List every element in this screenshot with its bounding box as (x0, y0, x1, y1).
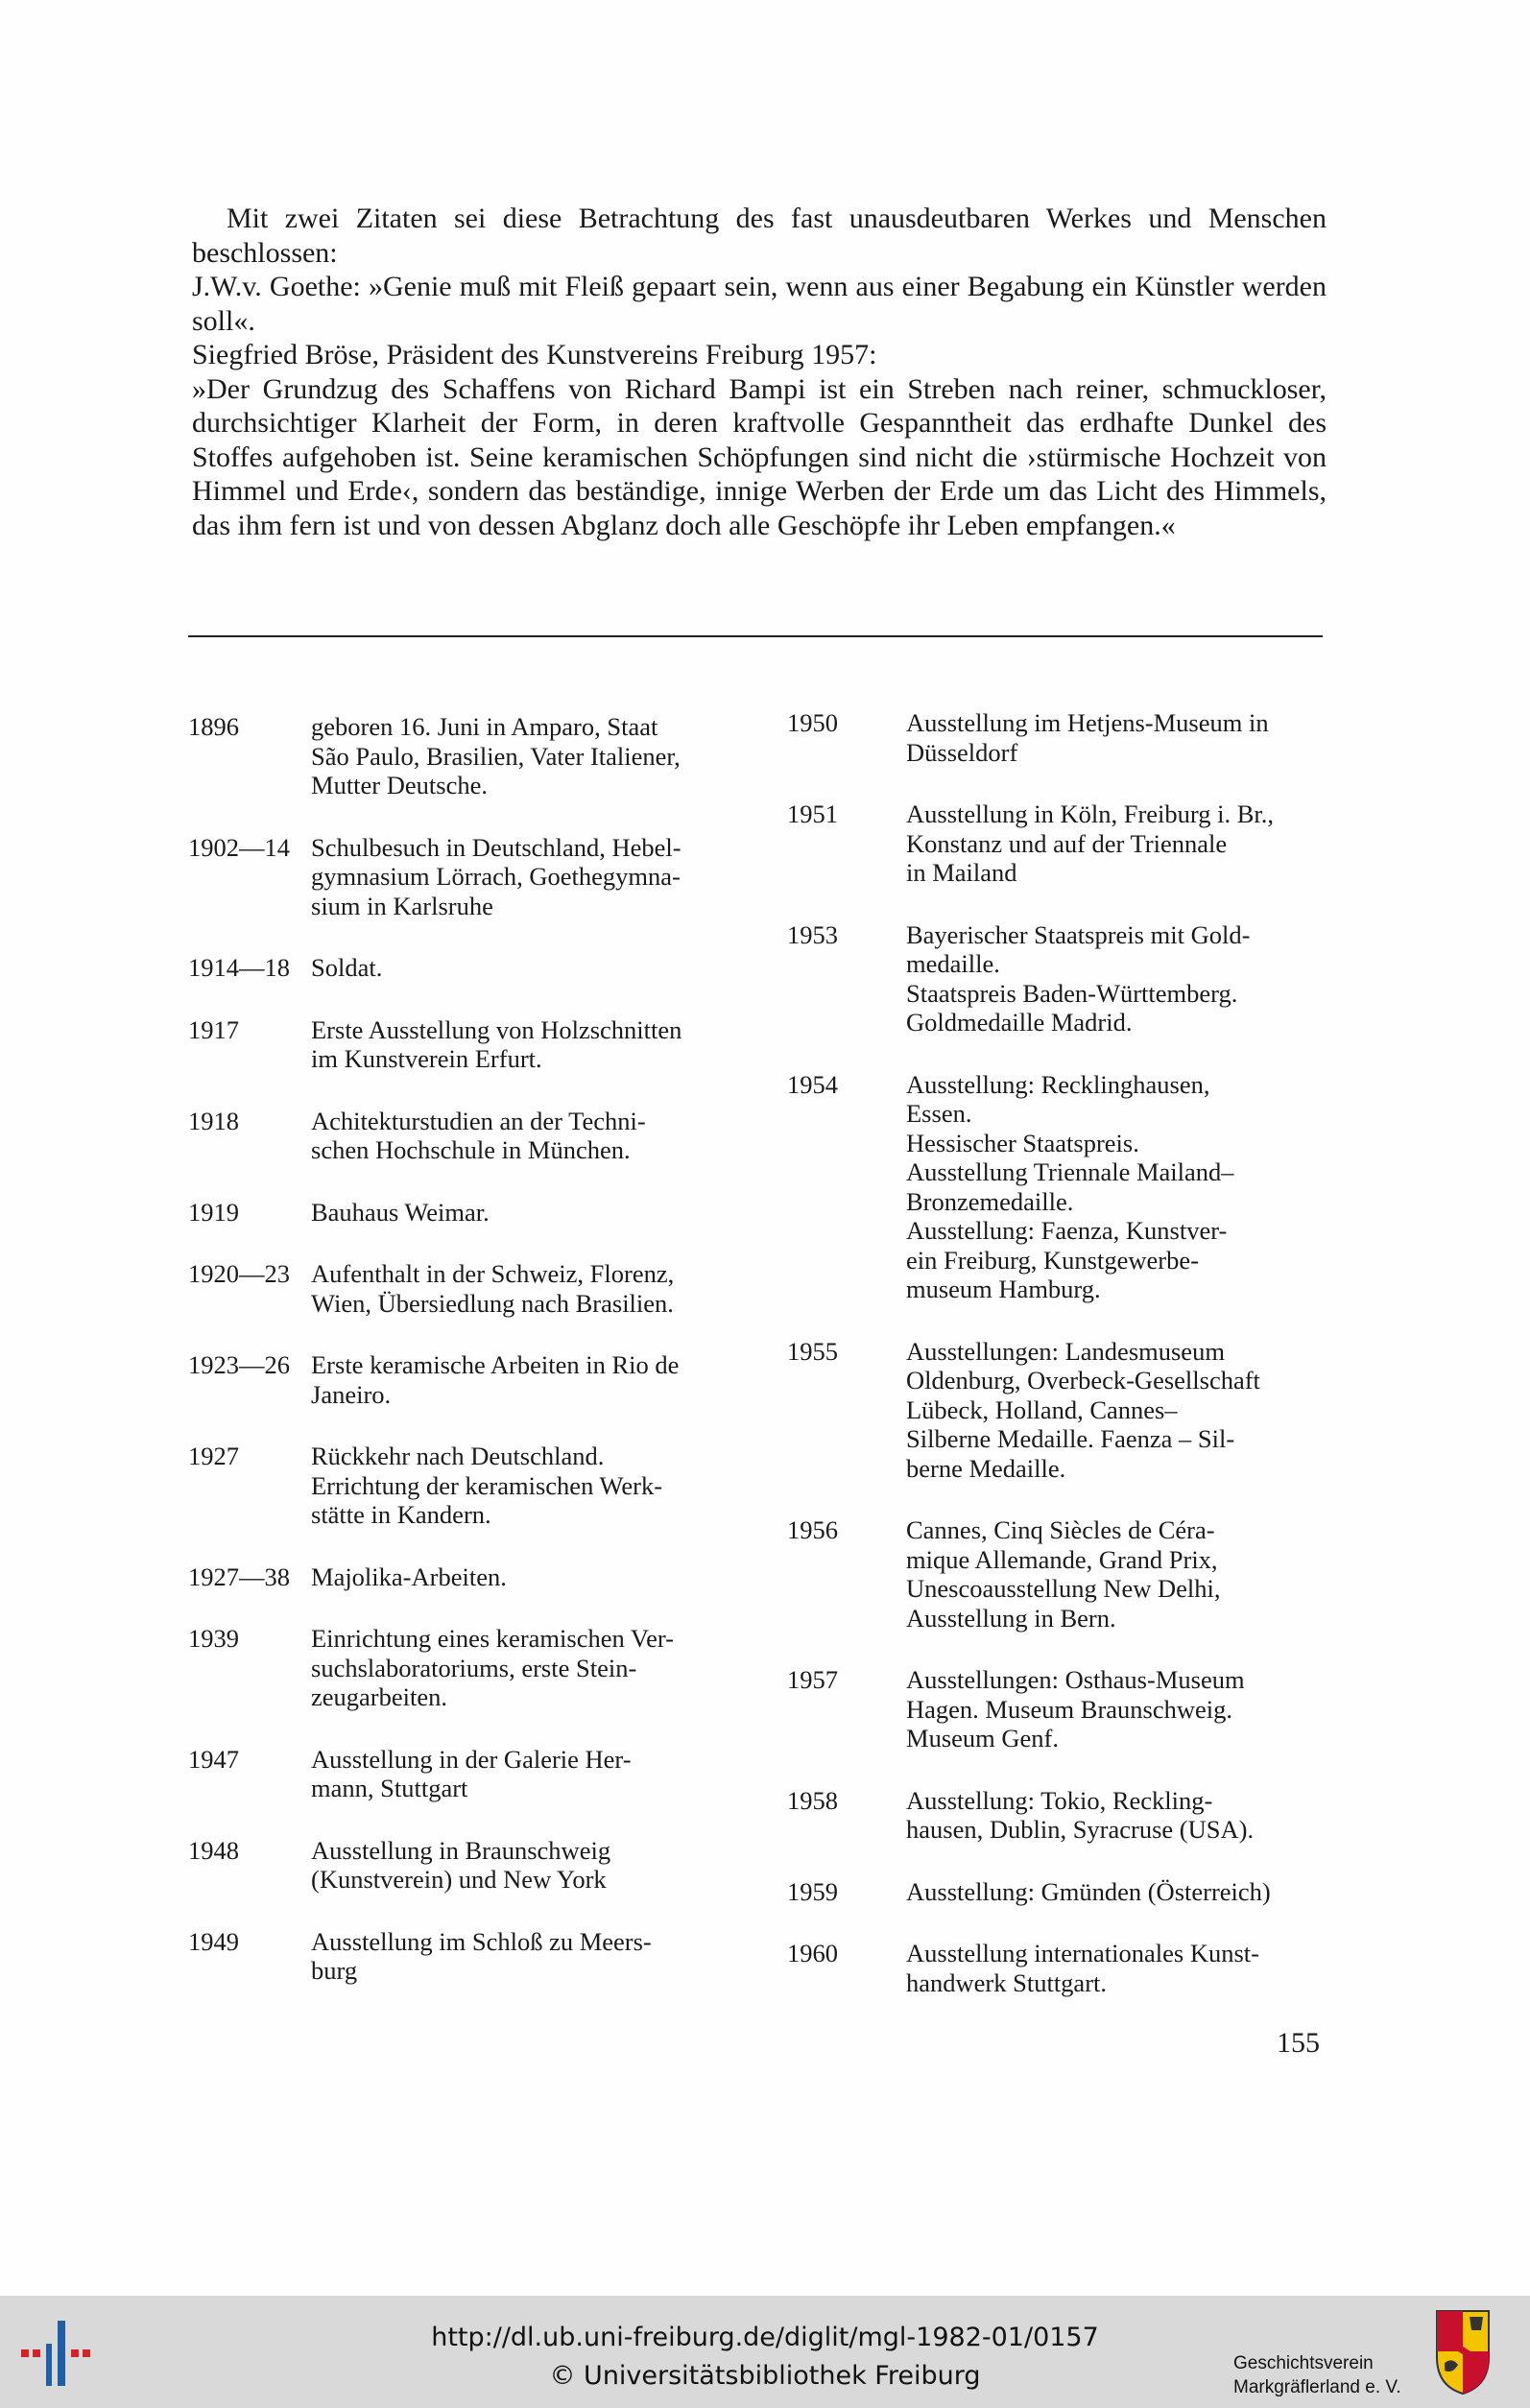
entry-year: 1947 (188, 1744, 239, 1774)
entry-year: 1955 (787, 1336, 838, 1366)
entry-year: 1959 (787, 1876, 838, 1906)
chronology-entry (188, 1107, 764, 1165)
chronology-entry (188, 1015, 764, 1074)
entry-text: Ausstellung: Tokio, Reckling- hausen, Dublin, Syracruse (USA). (906, 1785, 1255, 1844)
chronology-entry (188, 1836, 764, 1895)
entry-year: 1927 (188, 1442, 239, 1470)
chronology-entry (787, 1877, 1363, 1907)
chronology-entry (188, 953, 764, 983)
page-number: 155 (1277, 2027, 1320, 2059)
entry-text: Ausstellung: Gmünden (Österreich) (906, 1876, 1271, 1906)
entry-year: 1951 (787, 799, 838, 828)
entry-text: Achitekturstudien an der Techni- schen Hochschule in München. (311, 1106, 646, 1164)
entry-text: Soldat. (311, 953, 383, 982)
chronology-entry (188, 1745, 764, 1803)
entry-year: 1918 (188, 1106, 239, 1135)
entry-year: 1960 (787, 1939, 838, 1967)
entry-text: Aufenthalt in der Schweiz, Florenz, Wien, Übersiedlung nach Brasilien. (311, 1259, 675, 1318)
organization-name (1233, 2351, 1401, 2399)
entry-year: 1949 (188, 1926, 239, 1956)
entry-text: Ausstellung in der Galerie Her- mann, Stuttgart (311, 1744, 632, 1802)
entry-text: Cannes, Cinq Siècles de Céra- mique Allemande, Grand Prix, Unescoausstellung New Delhi, Ausstellung in Bern. (906, 1515, 1221, 1633)
chronology-entry (787, 1515, 1363, 1633)
broese-quote: »Der Grundzug des Schaffens von Richard Bampi ist ein Streben nach reiner, schmuckloser, durchsichtiger Klarheit der Form, in deren kraftvolle Gespanntheit das erdhafte Dunkel des Stoffes aufgehoben ist. Seine keramischen Schöpfungen sind nicht die ›stürmische Hochzeit von Himmel und Erde‹, sondern das beständige, innige Werben der Erde um das Licht des Himmels, das ihm fern ist und von dessen Abglanz doch alle Geschöpfe ihr Leben empfangen.« (192, 372, 1327, 541)
entry-text: Ausstellungen: Osthaus-Museum Hagen. Museum Braunschweig. Museum Genf. (906, 1665, 1245, 1752)
entry-text: Einrichtung eines keramischen Ver- suchslaboratoriums, erste Stein- zeugarbeiten. (311, 1624, 674, 1711)
chronology-entry (188, 1562, 764, 1592)
chronology-entry (188, 712, 764, 800)
entry-year: 1917 (188, 1014, 239, 1044)
entry-year: 1902—14 (188, 832, 290, 862)
entry-text: Ausstellung internationales Kunst- handwerk Stuttgart. (906, 1939, 1259, 1997)
entry-year: 1919 (188, 1197, 239, 1227)
entry-year: 1954 (787, 1069, 838, 1099)
chronology-entry (188, 1624, 764, 1712)
chronology-entry (188, 1259, 764, 1318)
chronology-entry (787, 1337, 1363, 1484)
entry-text: Schulbesuch in Deutschland, Hebel- gymnasium Lörrach, Goethegymna- sium in Karlsruhe (311, 832, 681, 920)
entry-text: Ausstellungen: Landesmuseum Oldenburg, Overbeck-Gesellschaft Lübeck, Holland, Cannes– Silberne Medaille. Faenza – Sil- berne Medaille. (906, 1336, 1260, 1483)
chronology-entry (188, 1442, 764, 1530)
horizontal-rule (188, 635, 1323, 637)
entry-text: Ausstellung in Köln, Freiburg i. Br., Konstanz und auf der Triennale in Mailand (906, 799, 1275, 887)
chronology-entry (787, 1665, 1363, 1753)
entry-year: 1950 (787, 708, 838, 737)
entry-year: 1948 (188, 1835, 239, 1865)
entry-year: 1958 (787, 1785, 838, 1815)
entry-text: Ausstellung in Braunschweig (Kunstverein) und New York (311, 1835, 611, 1894)
entry-text: Rückkehr nach Deutschland. Errichtung der keramischen Werk- stätte in Kandern. (311, 1442, 663, 1529)
entry-year: 1927—38 (188, 1562, 290, 1591)
chronology-entry (787, 1786, 1363, 1845)
entry-year: 1939 (188, 1624, 239, 1653)
entry-text: geboren 16. Juni in Amparo, Staat São Paulo, Brasilien, Vater Italiener, Mutter Deutsche. (311, 712, 681, 799)
chronology-entry (787, 1939, 1363, 1997)
entry-year: 1956 (787, 1515, 838, 1544)
chronology-entry (787, 920, 1363, 1037)
entry-text: Ausstellung im Hetjens-Museum in Düsseldorf (906, 708, 1269, 767)
chronology-entry (787, 708, 1363, 767)
org-line-2: Markgräflerland e. V. (1233, 2377, 1401, 2397)
intro-text (192, 202, 1327, 542)
entry-year: 1896 (188, 712, 239, 741)
chronology-entry (188, 1350, 764, 1409)
chronology-entry (787, 799, 1363, 888)
entry-year: 1914—18 (188, 953, 290, 982)
chronology-entry (188, 1198, 764, 1228)
entry-text: Ausstellung: Recklinghausen, Essen. Hessischer Staatspreis. Ausstellung Triennale Mailand– Bronzemedaille. Ausstellung: Faenza, Kunstver- ein Freiburg, Kunstgewerbe- museum Hamburg. (906, 1069, 1234, 1303)
entry-year: 1920—23 (188, 1259, 290, 1288)
intro-lead: Mit zwei Zitaten sei diese Betrachtung des fast unausdeutbaren Werkes und Menschen beschlossen: (192, 203, 1327, 269)
entry-year: 1953 (787, 919, 838, 949)
broese-attribution: Siegfried Bröse, Präsident des Kunstvereins Freiburg 1957: (192, 339, 877, 370)
entry-text: Majolika-Arbeiten. (311, 1562, 507, 1591)
entry-text: Bauhaus Weimar. (311, 1197, 490, 1227)
goethe-quote: J.W.v. Goethe: »Genie muß mit Fleiß gepaart sein, wenn aus einer Begabung ein Künstler werden soll«. (192, 271, 1327, 337)
chronology-left-column (188, 712, 764, 2018)
chronology-entry (188, 1927, 764, 1986)
entry-year: 1923—26 (188, 1350, 290, 1379)
chronology-right-column (787, 708, 1363, 2030)
entry-text: Erste Ausstellung von Holzschnitten im Kunstverein Erfurt. (311, 1014, 682, 1073)
coat-of-arms-icon (1435, 2307, 1491, 2396)
entry-year: 1957 (787, 1665, 838, 1694)
footer-copyright: © Universitätsbibliothek Freiburg (549, 2361, 981, 2391)
footer-url[interactable]: http://dl.ub.uni-freiburg.de/diglit/mgl-1982-01/0157 (431, 2323, 1099, 2352)
footer-bar (0, 2296, 1530, 2408)
entry-text: Bayerischer Staatspreis mit Gold- medaille. Staatspreis Baden-Württemberg. Goldmedaille Madrid. (906, 919, 1251, 1037)
org-line-1: Geschichtsverein (1233, 2353, 1374, 2373)
entry-text: Erste keramische Arbeiten in Rio de Janeiro. (311, 1350, 680, 1409)
chronology-entry (188, 833, 764, 921)
entry-text: Ausstellung im Schloß zu Meers- burg (311, 1926, 652, 1985)
chronology-entry (787, 1070, 1363, 1304)
